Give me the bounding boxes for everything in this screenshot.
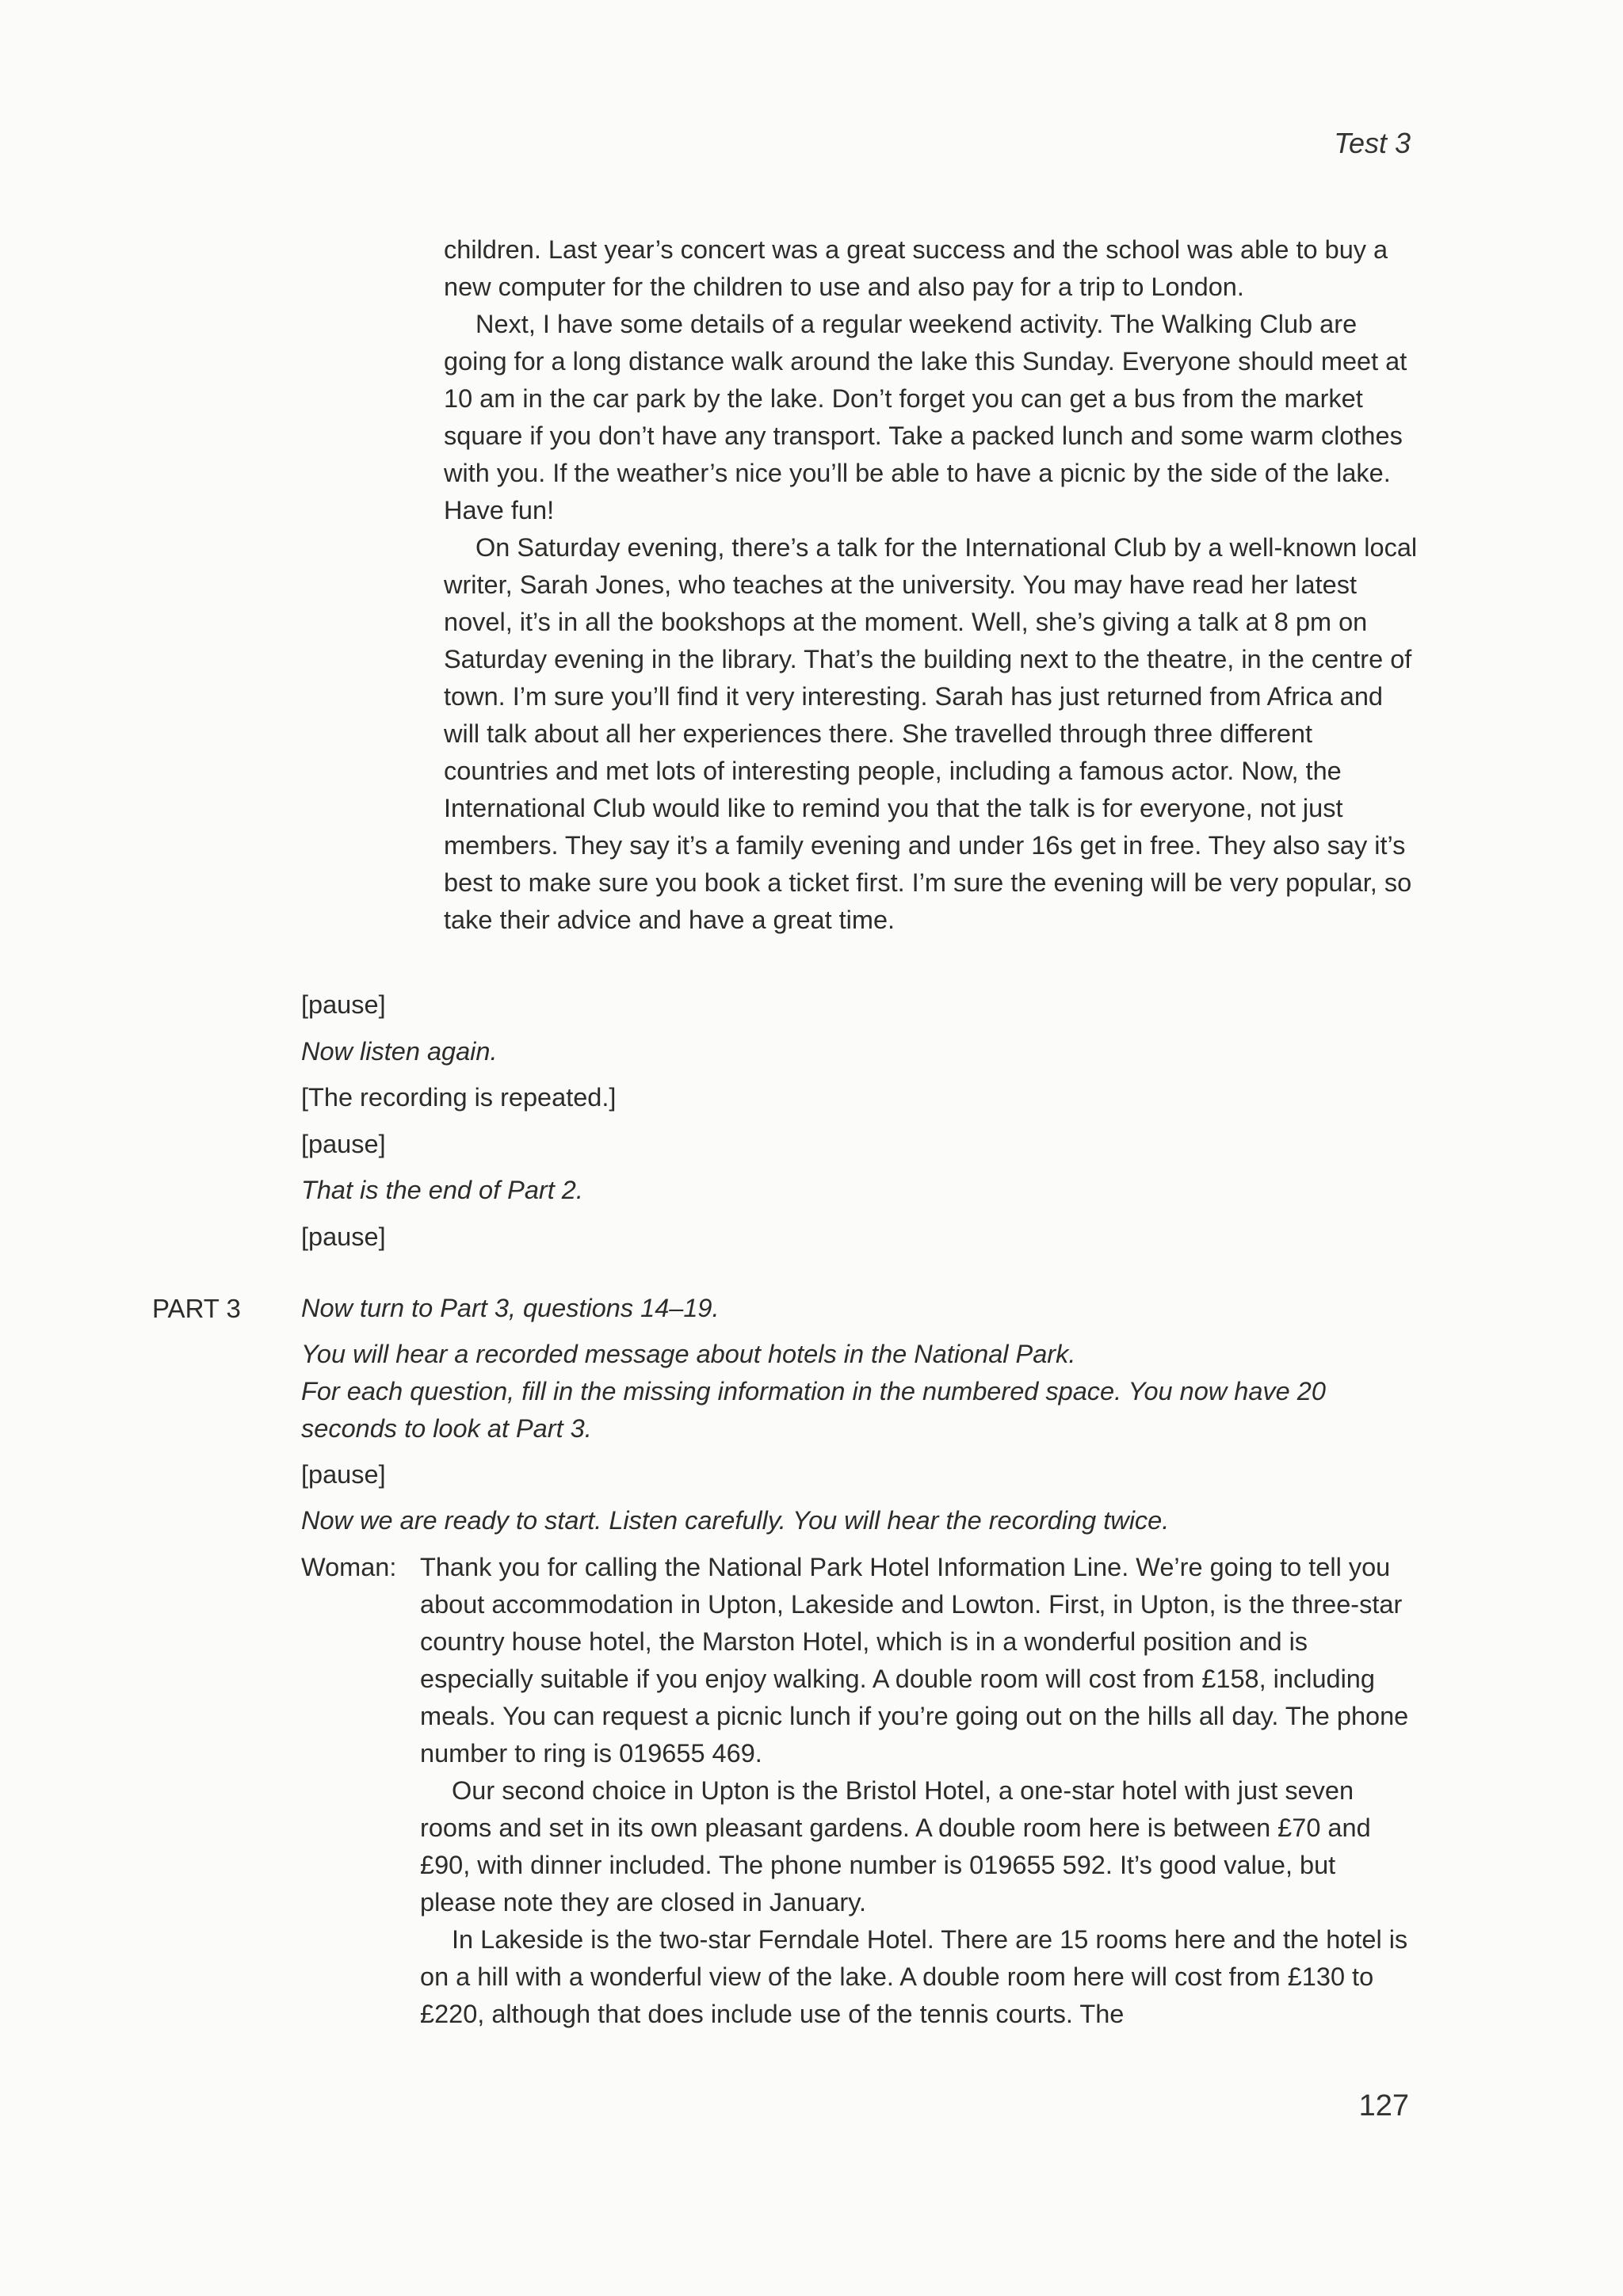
- speaker-label: Woman:: [301, 1553, 397, 1581]
- part3-description: You will hear a recorded message about hotels in the National Park.: [301, 1340, 1076, 1368]
- stage-note: Now listen again.: [301, 1036, 498, 1066]
- part3-description: For each question, fill in the missing information in the numbered space. You now have 20 seconds to look at Part 3.: [301, 1377, 1326, 1443]
- stage-note: [pause]: [301, 1222, 386, 1251]
- stage-notes: [301, 986, 1426, 1265]
- transcript-paragraph: children. Last year’s concert was a great success and the school was able to buy a new computer for the children to use and also pay for a trip to London.: [444, 235, 1388, 301]
- speech-paragraph: Thank you for calling the National Park Hotel Information Line. We’re going to tell you about accommodation in Upton, Lakeside and Lowton. First, in Upton, is the three-star country house hotel, the Marston Hotel, which is in a wonderful position and is especially suitable if you enjoy walking. A double room will cost from £158, including meals. You can request a picnic lunch if you’re going out on the hills all day. The phone number to ring is 019655 469.: [420, 1553, 1409, 1768]
- stage-note: [pause]: [301, 1460, 386, 1489]
- stage-note: That is the end of Part 2.: [301, 1176, 583, 1205]
- part3-intro: Now turn to Part 3, questions 14–19.: [301, 1294, 720, 1322]
- page-number: 127: [1358, 2089, 1409, 2122]
- part-label: PART 3: [152, 1294, 241, 1323]
- stage-note: [pause]: [301, 990, 386, 1019]
- part3-ready: Now we are ready to start. Listen carefully. You will hear the recording twice.: [301, 1506, 1170, 1535]
- transcript-paragraph: On Saturday evening, there’s a talk for the International Club by a well-known local writer, Sarah Jones, who teaches at the university. You may have read her latest novel, it’s in all the bookshops at the moment. Well, she’s giving a talk at 8 pm on Saturday evening in the library. That’s the building next to the theatre, in the centre of town. I’m sure you’ll find it very interesting. Sarah has just returned from Africa and will talk about all her experiences there. She travelled through three different countries and met lots of interesting people, including a famous actor. Now, the International Club would like to remind you that the talk is for everyone, not just members. They say it’s a family evening and under 16s get in free. They also say it’s best to make sure you book a ticket first. I’m sure the evening will be very popular, so take their advice and have a great time.: [444, 533, 1418, 934]
- part2-transcript: [444, 231, 1419, 939]
- running-head: Test 3: [1334, 127, 1411, 159]
- speech-paragraph: Our second choice in Upton is the Bristol Hotel, a one-star hotel with just seven rooms and set in its own pleasant gardens. A double room here is between £70 and £90, with dinner included. The phone number is 019655 592. It’s good value, but please note they are closed in January.: [420, 1776, 1371, 1917]
- transcript-paragraph: Next, I have some details of a regular weekend activity. The Walking Club are going for a long distance walk around the lake this Sunday. Everyone should meet at 10 am in the car park by the lake. Don’t forget you can get a bus from the market square if you don’t have any transport. Take a packed lunch and some warm clothes with you. If the weather’s nice you’ll be able to have a picnic by the side of the lake. Have fun!: [444, 310, 1407, 524]
- speech: [420, 1549, 1411, 2033]
- speech-paragraph: In Lakeside is the two-star Ferndale Hotel. There are 15 rooms here and the hotel is on a hill with a wonderful view of the lake. A double room here will cost from £130 to £220, although that does include use of the tennis courts. The: [420, 1925, 1408, 2028]
- stage-note: [pause]: [301, 1129, 386, 1158]
- stage-note: [The recording is repeated.]: [301, 1083, 617, 1112]
- part3-instructions: [301, 1290, 1426, 1539]
